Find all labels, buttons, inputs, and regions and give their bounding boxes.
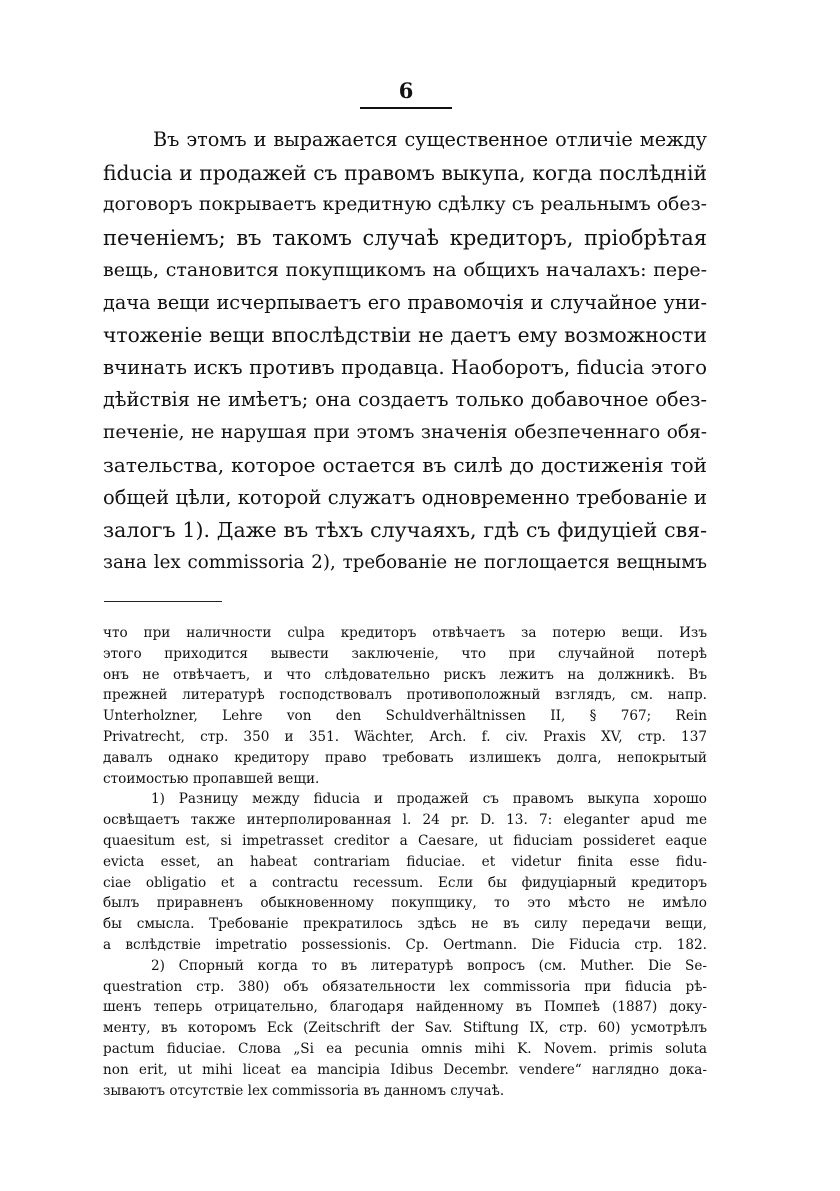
footnote-line: 2) Спорный когда то въ литературѣ вопросъ (см. Muther. Die Se- [151,957,707,974]
footnote-line: былъ приравненъ обыкновенному покупщику, то это мѣсто не имѣло [103,895,707,912]
footnote-line: что при наличности culpa кредиторъ отвѣчаетъ за потерю вещи. Изъ [103,625,707,641]
footnote-line: pactum fiduciae. Слова „Si ea pecunia omnis mihi K. Novem. primis soluta [103,1040,707,1057]
text-line: Въ этомъ и выражается существенное отличiе между [153,128,707,151]
text-line: дача вещи исчерпываетъ его правомочiя и случайное уни- [103,290,707,314]
footnote-line: онъ не отвѣчаетъ, и что слѣдовательно рискъ лежитъ на должникѣ. Въ [103,666,707,683]
footnote-line: зываютъ отсутствiе lex commissoria въ данномъ случаѣ. [103,1082,505,1099]
text-line: fiducia и продажей съ правомъ выкупа, когда послѣднiй [103,160,707,185]
main-text [103,124,707,579]
footnote-line: Privatrecht, стр. 350 и 351. Wächter, Arch. f. civ. Praxis XV, стр. 137 [103,728,707,745]
text-line: вещь, становится покупщикомъ на общихъ началахъ: пере- [103,259,707,281]
footnote-line: освѣщаетъ также интерполированная l. 24 pr. D. 13. 7: eleganter apud me [103,812,707,829]
footnote-line: а вслѣдствiе impetratio possessionis. Ср. Oertmann. Die Fiducia стр. 182. [103,936,707,953]
footnote-line: этого приходится вывести заключенiе, что при случайной потерѣ [103,645,707,662]
footnote-line: прежней литературѣ господствовалъ противоположный взглядъ, см. напр. [103,687,707,704]
footnote-line: стоимостью пропавшей вещи. [103,770,320,787]
text-line: договоръ покрываетъ кредитную сдѣлку съ реальнымъ обез- [103,194,707,215]
text-line: дѣйствiя не имѣетъ; она создаетъ только добавочное обез- [103,388,707,411]
text-line: залогъ 1). Даже въ тѣхъ случаяхъ, гдѣ съ фидуцiей свя- [103,518,707,542]
footnotes [103,623,707,1101]
footnote-line: давалъ однако кредитору право требовать излишекъ долга, непокрытый [103,749,707,766]
page-number: 6 [360,78,452,109]
text-line: чтоженiе вещи впослѣдствiи не даетъ ему возможности [103,323,707,347]
text-line: общей цѣли, которой служатъ одновременно требованiе и [103,485,707,509]
footnote-line: questration стр. 380) объ обязательности lex commissoria при fiducia рѣ- [103,978,707,995]
footnote-line: менту, въ которомъ Eck (Zeitschrift der Sav. Stiftung IX, стр. 60) усмотрѣлъ [103,1020,707,1037]
text-line: зательства, которое остается въ силѣ до достиженiя той [103,453,707,477]
text-line: печенiе, не нарушая при этомъ значенiя обезпеченнаго обя- [103,421,707,443]
footnote-line: ciae obligatio et a contractu recessum. Если бы фидуцiарный кредиторъ [103,874,707,891]
footnote-line: Unterholzner, Lehre von den Schuldverhältnissen II, § 767; Rein [103,708,707,725]
footnote-line: бы смысла. Требованiе прекратилось здѣсь не въ силу передачи вещи, [103,916,707,933]
text-line: вчинать искъ противъ продавца. Наоборотъ, fiducia этого [103,355,707,379]
footnote-divider [104,601,222,602]
footnote-line: evicta esset, an habeat contrariam fiduciae. et videtur finita esse fidu- [103,853,707,870]
footnote-line: non erit, ut mihi liceat ea mancipia Idibus Decembr. vendere“ наглядно дока- [103,1061,707,1078]
text-line: зана lex commissoria 2), требованiе не поглощается вещнымъ [103,551,707,573]
footnote-line: quaesitum est, si impetrasset creditor a Caesare, ut fiduciam possideret eaque [103,832,707,849]
footnote-line: шенъ теперь отрицательно, благодаря найденному въ Помпеѣ (1887) доку- [103,999,707,1016]
footnote-line: 1) Разницу между fiducia и продажей съ правомъ выкупа хорошо [151,791,707,808]
text-line: печенiемъ; въ такомъ случаѣ кредиторъ, прiобрѣтая [103,225,707,250]
